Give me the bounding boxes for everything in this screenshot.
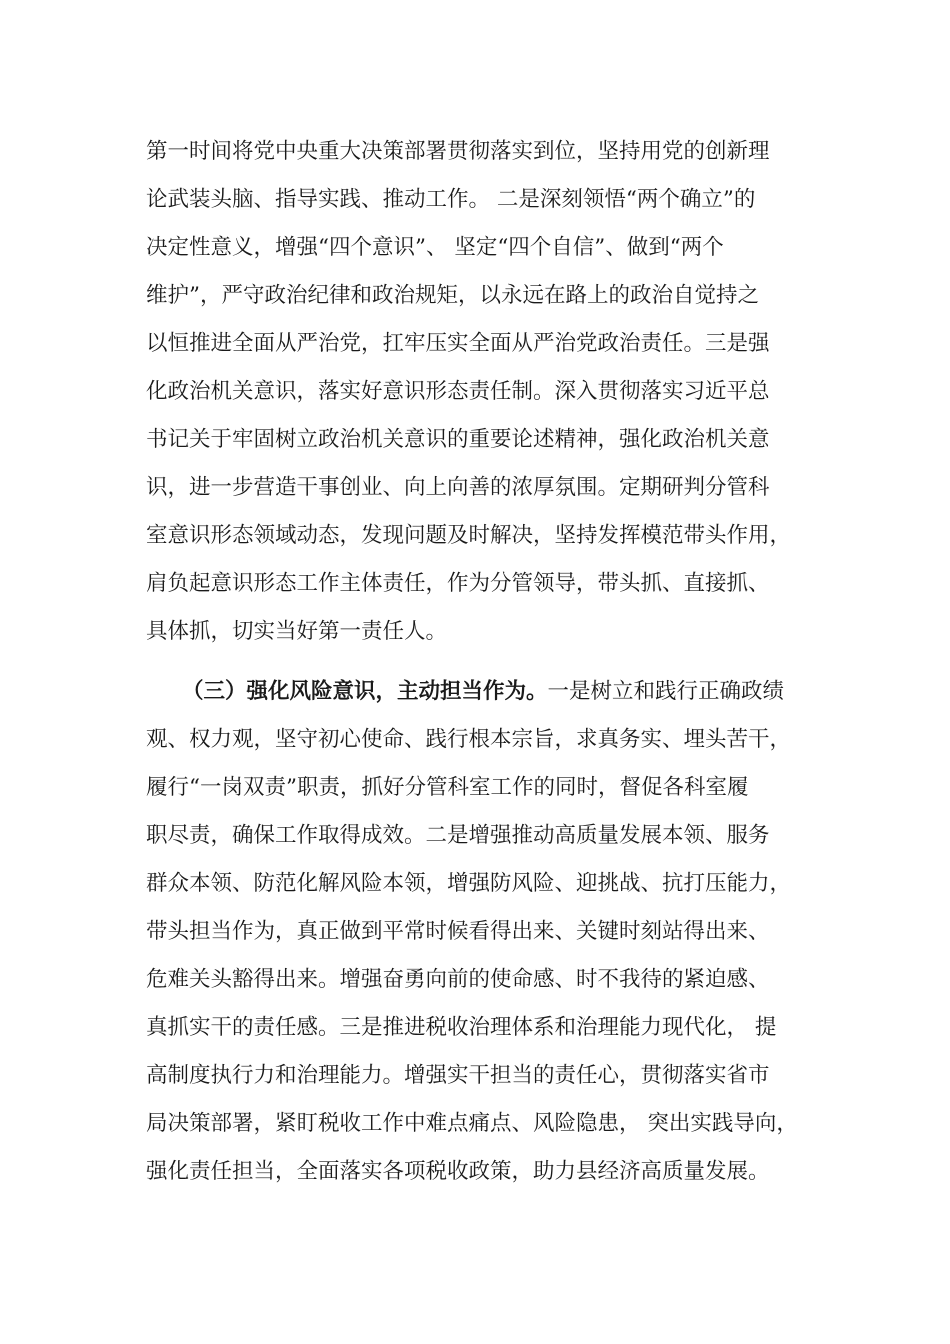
paragraph-line: 履行“一岗双责”职责，抓好分管科室工作的同时，督促各科室履	[146, 775, 749, 800]
paragraph-line: 室意识形态领域动态，发现问题及时解决，坚持发挥模范带头作用，	[146, 523, 792, 548]
paragraph-line: 肩负起意识形态工作主体责任，作为分管领导，带头抓、直接抓、	[146, 571, 770, 596]
paragraph-line: 观、权力观，坚守初心使命、践行根本宗旨，求真务实、埋头苦干，	[146, 727, 792, 752]
paragraph-line: 第一时间将党中央重大决策部署贯彻落实到位，坚持用党的创新理	[146, 139, 770, 164]
paragraph-line: 以恒推进全面从严治党，扛牢压实全面从严治党政治责任。三是强	[146, 331, 770, 356]
paragraph-line: 论武装头脑、指导实践、推动工作。 二是深刻领悟“两个确立”的	[146, 187, 756, 212]
paragraph-line: 高制度执行力和治理能力。增强实干担当的责任心，贯彻落实省市	[146, 1063, 770, 1088]
paragraph-line: 识，进一步营造干事创业、向上向善的浓厚氛围。定期研判分管科	[146, 475, 770, 500]
section-first-line	[182, 677, 784, 707]
paragraph-line: 化政治机关意识，落实好意识形态责任制。深入贯彻落实习近平总	[146, 379, 770, 404]
paragraph-line: 具体抓，切实当好第一责任人。	[146, 619, 448, 644]
paragraph-line: 带头担当作为，真正做到平常时候看得出来、关键时刻站得出来、	[146, 919, 770, 944]
paragraph-line: 危难关头豁得出来。增强奋勇向前的使命感、时不我待的紧迫感、	[146, 967, 770, 992]
paragraph-line: 决定性意义，增强“四个意识”、 坚定“四个自信”、做到“两个	[146, 235, 724, 260]
paragraph-line: 真抓实干的责任感。三是推进税收治理体系和治理能力现代化， 提	[146, 1015, 777, 1040]
paragraph-line: 维护”，严守政治纪律和政治规矩，以永远在路上的政治自觉持之	[146, 283, 759, 308]
section-heading: （三）强化风险意识，主动担当作为。	[182, 679, 548, 704]
paragraph-line: 强化责任担当，全面落实各项税收政策，助力县经济高质量发展。	[146, 1159, 770, 1184]
paragraph-line: 群众本领、防范化解风险本领，增强防风险、迎挑战、抗打压能力，	[146, 871, 792, 896]
section-first-line-text: 一是树立和践行正确政绩	[547, 679, 785, 704]
paragraph-line: 局决策部署，紧盯税收工作中难点痛点、风险隐患， 突出实践导向，	[146, 1111, 798, 1136]
paragraph-line: 书记关于牢固树立政治机关意识的重要论述精神，强化政治机关意	[146, 427, 770, 452]
paragraph-line: 职尽责，确保工作取得成效。二是增强推动高质量发展本领、服务	[146, 823, 770, 848]
